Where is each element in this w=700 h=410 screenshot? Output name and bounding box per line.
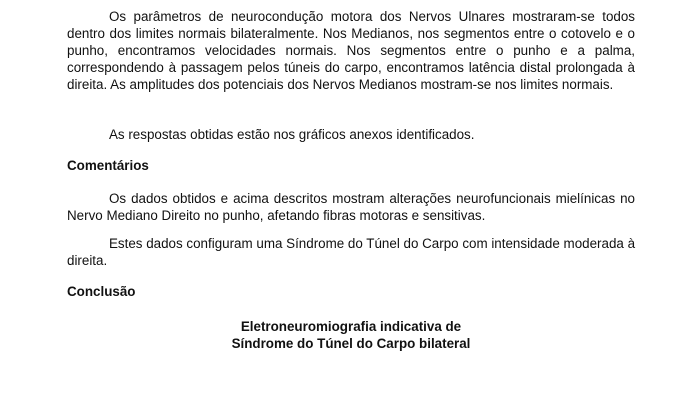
comments-paragraph-1: Os dados obtidos e acima descritos mostram alterações neurofuncionais mielínicas no Nervo Mediano Direito no punho, afetando fibras motoras e sensitivas. — [67, 191, 635, 223]
conclusion-line-2: Síndrome do Túnel do Carpo bilateral — [231, 336, 471, 351]
comments-paragraph-2: Estes dados configuram uma Síndrome do Túnel do Carpo com intensidade moderada à direita. — [67, 236, 636, 268]
conclusion-statement — [67, 318, 635, 352]
conclusion-heading: Conclusão — [67, 284, 136, 299]
conclusion-line-1: Eletroneuromiografia indicativa de — [240, 319, 462, 334]
comments-heading: Comentários — [67, 158, 149, 173]
responses-paragraph: As respostas obtidas estão nos gráficos anexos identificados. — [109, 127, 475, 142]
report-body — [67, 8, 635, 352]
results-paragraph: Os parâmetros de neurocondução motora dos Nervos Ulnares mostraram-se todos dentro dos limites normais bilateralmente. Nos Medianos, nos segmentos entre o cotovelo e o punho, encontramos velocidades normais. Nos segmentos entre o punho e a palma, correspondendo à passagem pelos túneis do carpo, encontramos latência distal prolongada à direita. As amplitudes dos potenciais dos Nervos Medianos mostram-se nos limites normais. — [67, 9, 635, 92]
